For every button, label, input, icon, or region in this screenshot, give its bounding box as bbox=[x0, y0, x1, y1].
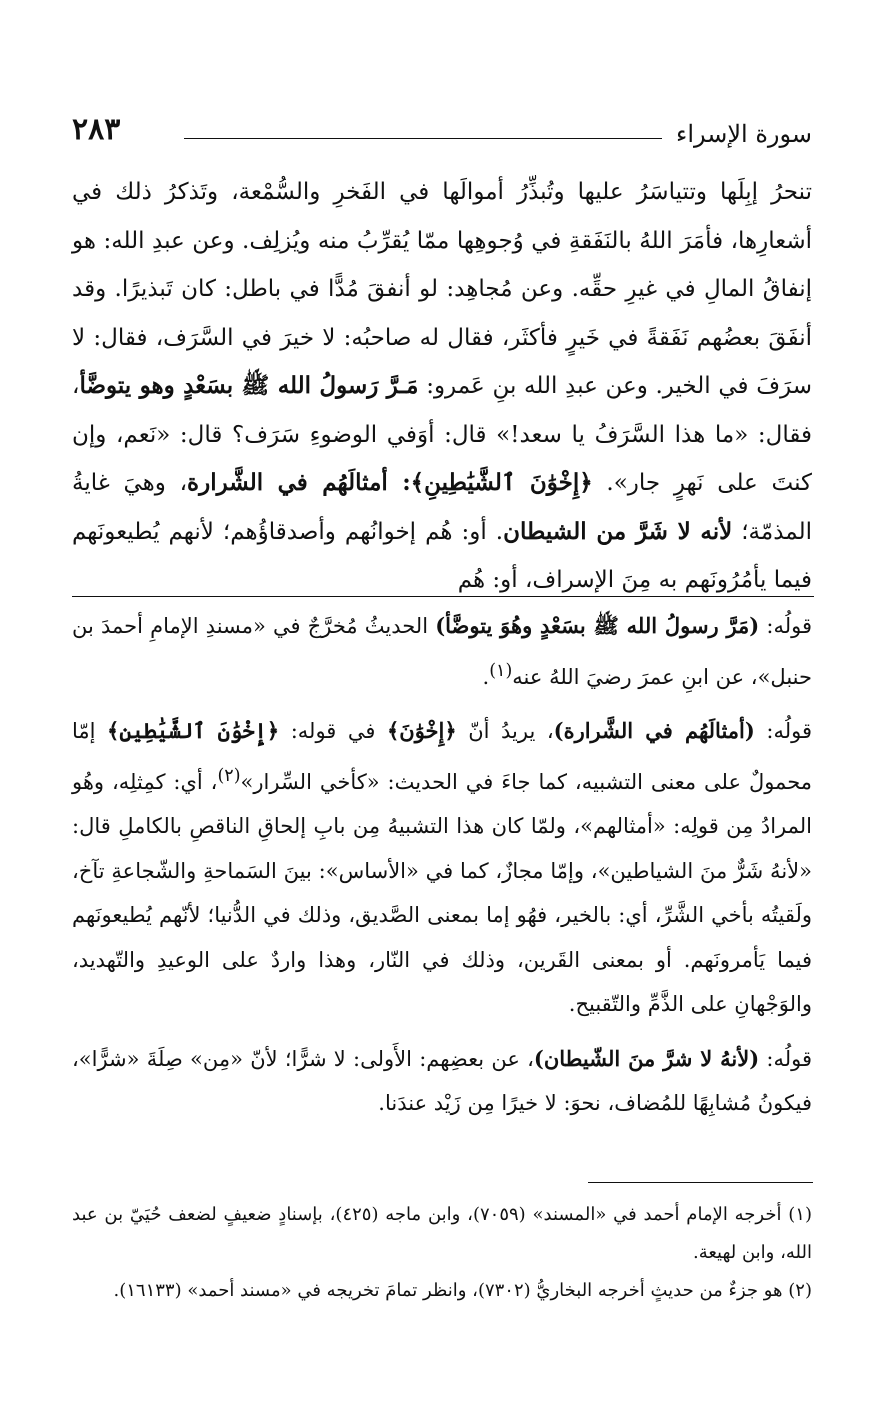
bold-phrase: لأنه لا شَرَّ من الشيطان bbox=[503, 517, 733, 545]
commentary bbox=[72, 604, 812, 1136]
commentary-quote: (أمثالَهُم في الشَّرارة) bbox=[553, 718, 755, 743]
quran-quote: ﴿إِخْوَٰنَ ٱلشَّيَٰطِينِ﴾: أمثالَهُم في الشَّرارة bbox=[187, 469, 593, 496]
main-text-part: ، وهيَ غايةُ المذمّة؛ bbox=[72, 470, 812, 545]
footnote-ref-2[interactable]: (٢) bbox=[217, 765, 241, 786]
commentary-text: ، عن بعضِهم: الأَولى: لا شرًّا؛ لأنّ «مِن» صِلَةَ «شرًّا»، فيكونُ مُشابِهًا للمُضاف، نحوَ: لا خيرًا مِن زَيْد عندَنا. bbox=[72, 1046, 812, 1115]
commentary-lead: قولُه: bbox=[759, 614, 813, 638]
header-rule bbox=[184, 138, 662, 139]
main-text-part: تنحرُ إبِلَها وتتياسَرُ عليها وتُبذِّرُ أموالَها في الفَخرِ والسُّمْعة، وتَذكرُ ذلك في أشعارِها، فأمَرَ اللهُ بالنَفَقةِ في وُجوهِها ممّا يُقرِّبُ منه ويُزلِف. وعن عبدِ الله: هو إنفاقُ المالِ في غيرِ حقِّه. وعن مُجاهِد: لو أنفقَ مُدًّا في باطل: كان تَبذيرًا. وقد أنفَقَ بعضُهم نَفَقةً في خَيرٍ فأكثَر، فقال له صاحبُه: لا خيرَ في السَّرَف، فقال: لا سرَفَ في الخير. وعن عبدِ الله بنِ عَمرو: bbox=[72, 179, 813, 399]
commentary-text: الحديثُ مُخرَّجٌ في «مسندِ الإمامِ أحمدَ بن حنبل»، عن ابنِ عمرَ رضيَ اللهُ عنه bbox=[72, 614, 812, 689]
surah-title: سورة الإسراء bbox=[676, 120, 812, 148]
commentary-quote: (لأنهُ لا شرَّ منَ الشّيطان) bbox=[533, 1045, 760, 1071]
commentary-text: في قوله: bbox=[279, 719, 387, 743]
commentary-text: ، أي: كمِثلِه، وهُو المرادُ مِن قولِه: «أمثالهم»، ولمّا كان هذا التشبيهُ مِن بابِ إلحاقِ الناقصِ بالكاملِ قال: «لأنهُ شَرٌّ منَ الشياطين»، وإمّا مجازٌ، كما في «الأساس»: بينَ السَماحةِ والشّجاعةِ تآخ، ولَقيتُه بأخي الشَّرِّ، أي: بالخير، فهُو إما بمعنى الصَّديق، وذلك في الدُّنيا؛ لأنّهم يُطيعونَهم فيما يَأمرونَهم. أو بمعنى القَرين، وذلك في النّار، وهذا واردٌ على الوعيدِ والتّهديد، والوَجْهانِ على الذَّمِّ والتّقبيح. bbox=[72, 769, 812, 1016]
commentary-quote: (مَرَّ رسولُ الله ﷺ بسَعْدٍ وهُوَ يتوضَّأ) bbox=[435, 613, 760, 638]
commentary-lead: قولُه: bbox=[759, 1046, 813, 1071]
page-header bbox=[72, 112, 812, 152]
page-number: ٢٨٣ bbox=[72, 112, 121, 147]
hadith-quote: مَـرَّ رَسولُ الله ﷺ بسَعْدٍ وهو يتوضَّأ bbox=[79, 372, 419, 399]
footnotes bbox=[72, 1196, 812, 1310]
commentary-paragraph-3 bbox=[72, 1037, 812, 1126]
quran-quote: ﴿إِخْوَٰنَ﴾ bbox=[386, 718, 457, 743]
footnote-2: (٢) هو جزءٌ من حديثٍ أخرجه البخاريُّ (٧٣٠٢)، وانظر تمامَ تخريجه في «مسند أحمد» (١٦١٣٣). bbox=[113, 1280, 812, 1301]
commentary-paragraph-2 bbox=[72, 709, 812, 1027]
commentary-text: ، يريدُ أنّ bbox=[456, 719, 554, 743]
commentary-text: . bbox=[482, 664, 490, 689]
footnote-divider bbox=[588, 1182, 813, 1183]
main-text-part: ، فقال: «ما هذا السَّرَفُ يا سعد!» قال: أوَفي الوضوءِ سَرَف؟ قال: «نَعم، وإن كنتَ على نَهرٍ جار». bbox=[72, 373, 812, 496]
main-paragraph bbox=[72, 168, 812, 605]
footnote-1: (١) أخرجه الإمام أحمد في «المسند» (٧٠٥٩)، وابن ماجه (٤٢٥)، بإسنادٍ ضعيفٍ لضعف حُيَيّ بن عبد الله، وابن لهيعة. bbox=[72, 1204, 812, 1263]
quran-quote: ﴿إِخْوَٰنَ ٱلشَّيَٰطِينِ﴾ bbox=[107, 718, 280, 743]
footnote-ref-1[interactable]: (١) bbox=[489, 660, 513, 681]
main-text bbox=[72, 168, 812, 605]
commentary-lead: قولُه: bbox=[754, 719, 812, 743]
section-divider bbox=[72, 596, 814, 597]
main-text-part: . أو: هُم إخوانُهم وأصدقاؤُهم؛ لأنهم يُطيعونَهم فيما يأمُرُونَهم به مِنَ الإسراف، أو: هُم bbox=[72, 518, 812, 593]
commentary-paragraph-1 bbox=[72, 604, 812, 699]
commentary-text: إمّا محمولٌ على معنى التشبيه، كما جاءَ في الحديث: «كأخي السِّرار» bbox=[72, 719, 813, 794]
